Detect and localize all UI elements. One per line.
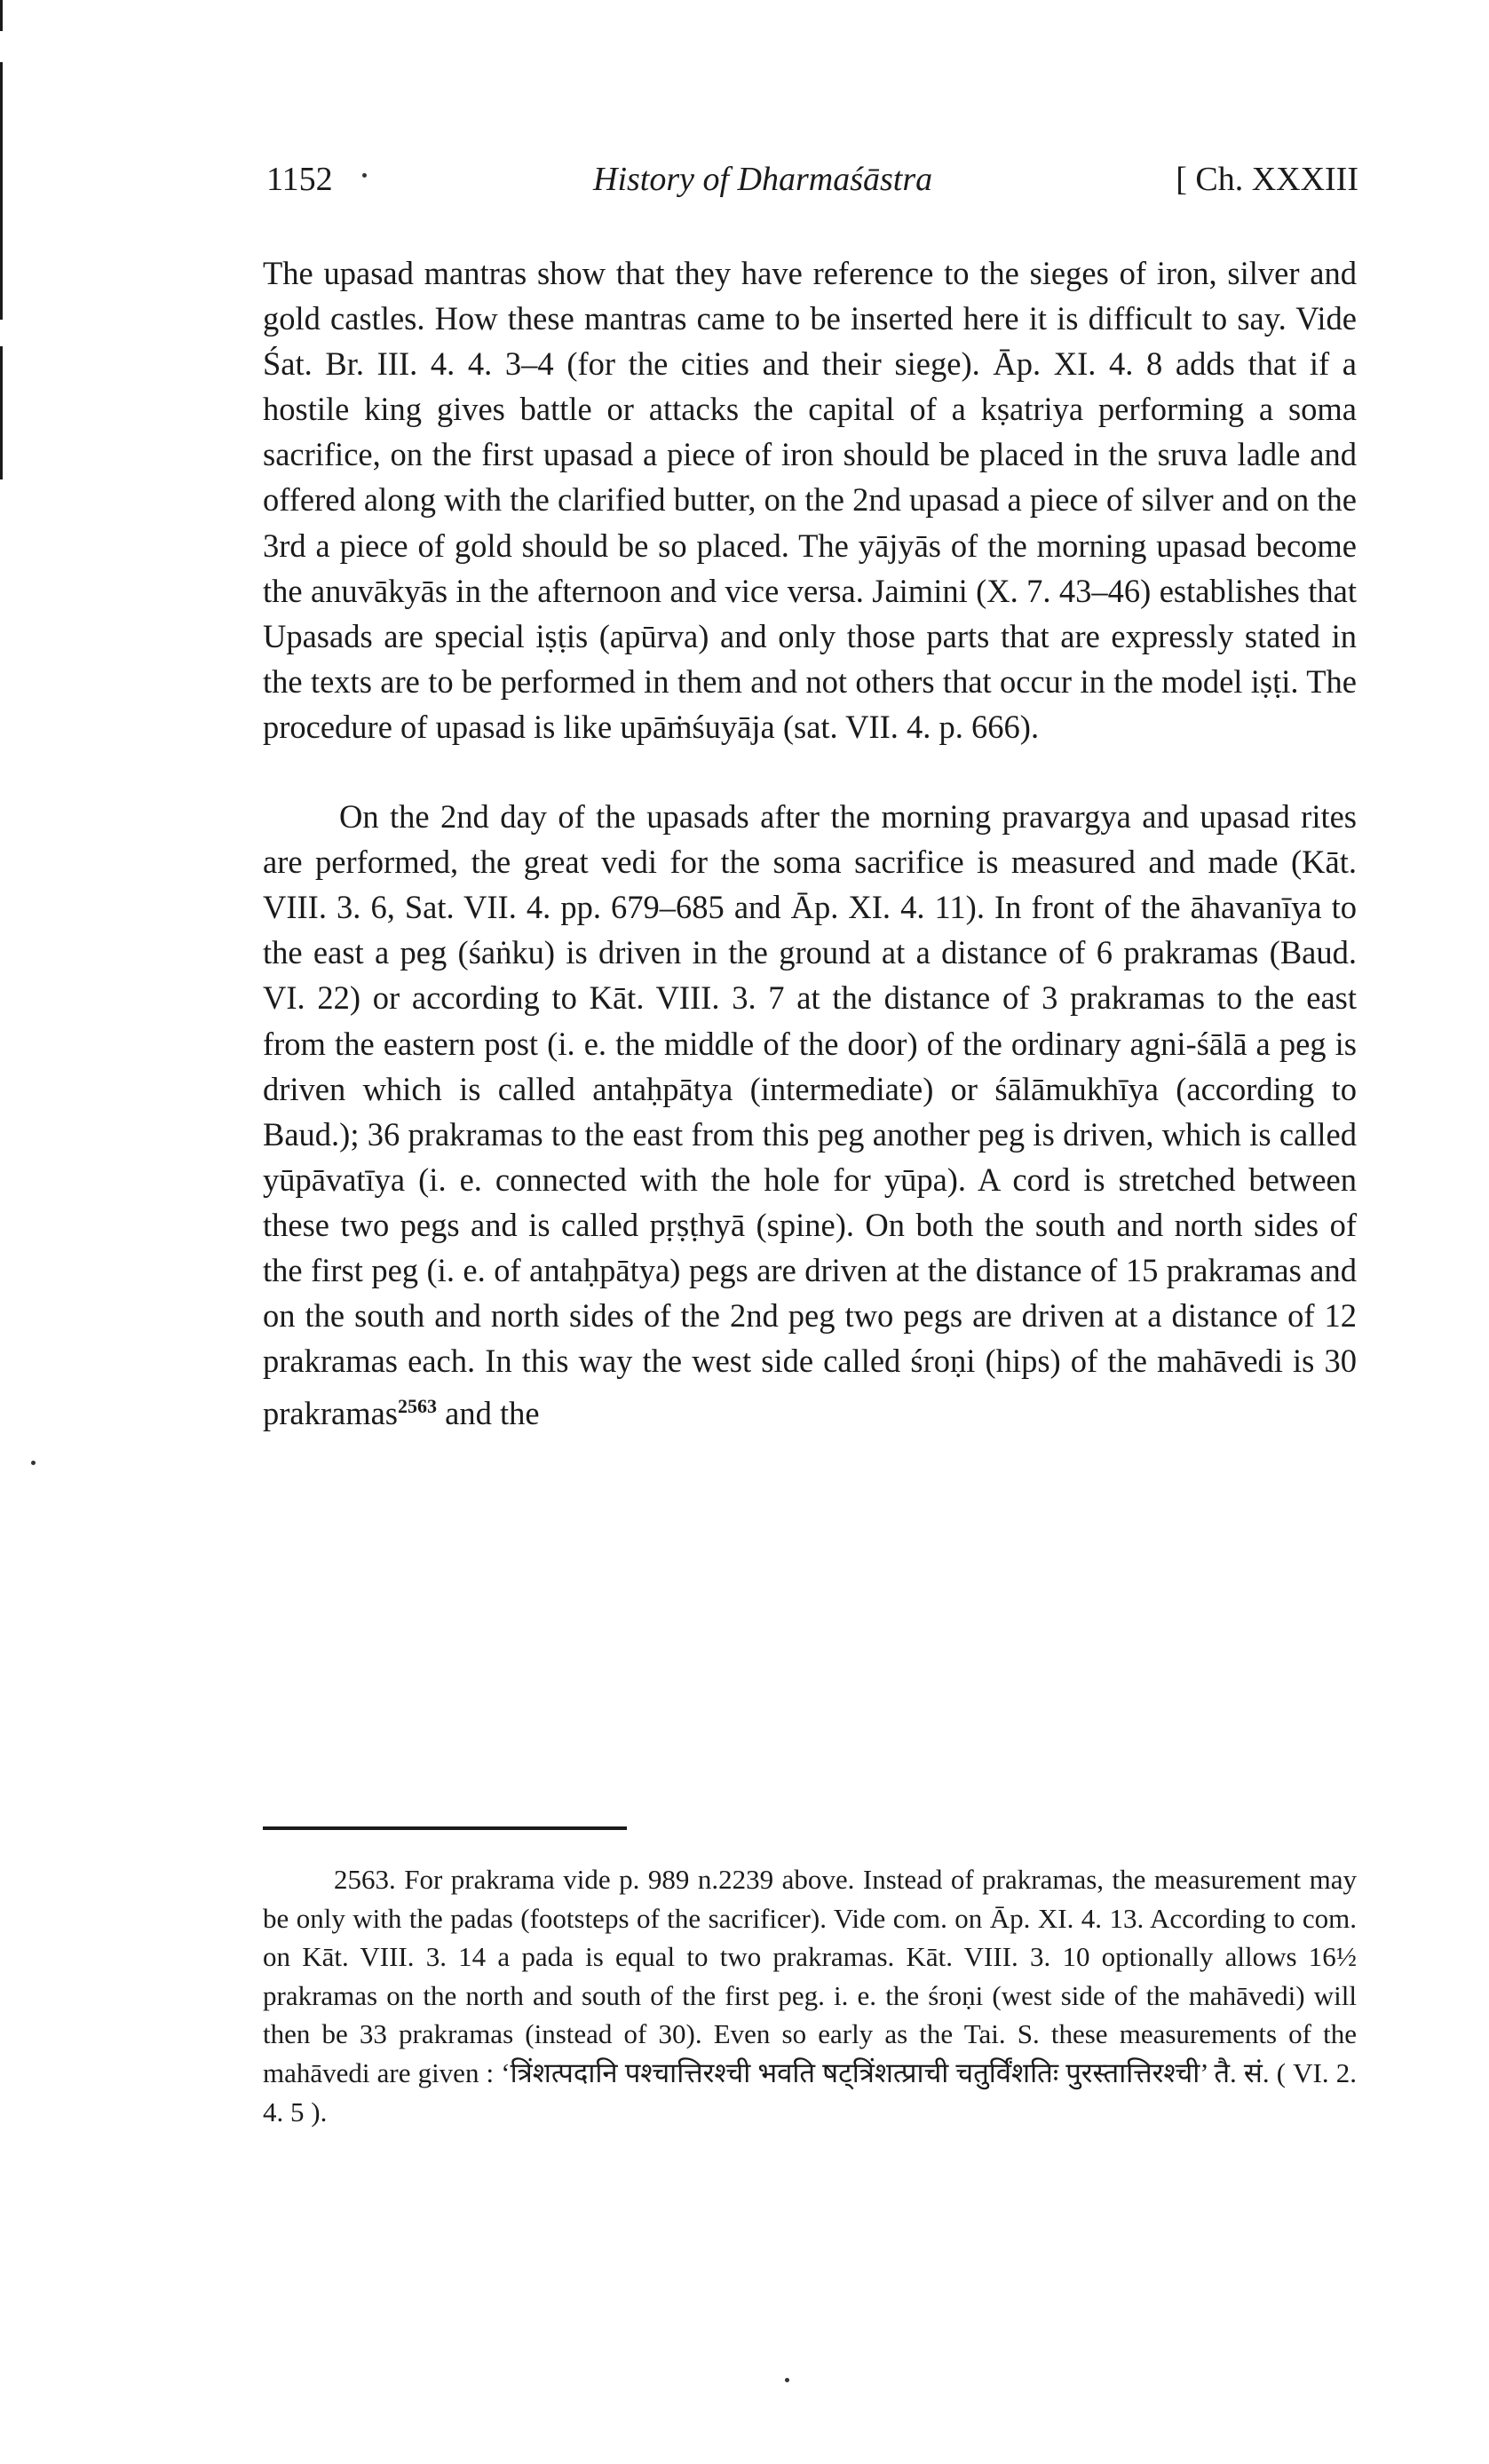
scan-edge-line-low xyxy=(0,346,3,479)
paragraph-upasad-mantras: The upasad mantras show that they have reference to the sieges of iron, silver and gold castles. How these mantras came to be inserted here it is difficult to say. Vide Śat. Br. III. 4. 4. 3–4 (for the cities and their siege). Āp. XI. 4. 8 adds that if a hostile king gives battle or attacks the capital of a kṣatriya performing a soma sacrifice, on the first upasad a piece of iron should be placed in the sruva ladle and offered along with the clarified butter, on the 2nd upasad a piece of silver and on the 3rd a piece of gold should be so placed. The yājyās of the morning upasad become the anuvākyās in the afternoon and vice versa. Jaimini (X. 7. 43–46) establishes that Upasads are special iṣṭis (apūrva) and only those parts that are expressly stated in the texts are to be performed in them and not others that occur in the model iṣṭi. The procedure of upasad is like upāṁśuyāja (sat. VII. 4. p. 666). xyxy=(263,255,1357,745)
main-text xyxy=(263,250,1357,1437)
paragraph-mahavedi xyxy=(263,794,1357,1436)
scan-edge-line-mid xyxy=(0,62,3,320)
paragraph-mahavedi-text: On the 2nd day of the upasads after the morning pravargya and upasad rites are performed, the great vedi for the soma sacrifice is measured and made (Kāt. VIII. 3. 6, Sat. VII. 4. pp. 679–685 and Āp. XI. 4. 11). In front of the āhavanīya to the east a peg (śaṅku) is driven in the ground at a distance of 6 prakramas (Baud. VI. 22) or according to Kāt. VIII. 3. 7 at the distance of 3 prakramas to the east from the eastern post (i. e. the middle of the door) of the ordinary agni-śālā a peg is driven which is called antaḥpātya (intermediate) or śālāmukhīya (according to Baud.); 36 prakramas to the east from this peg another peg is driven, which is called yūpāvatīya (i. e. connected with the hole for yūpa). A cord is stretched between these two pegs and is called pṛṣṭhyā (spine). On both the south and north sides of the first peg (i. e. of antaḥpātya) pegs are driven at the distance of 15 prakramas and on the south and north sides of the 2nd peg two pegs are driven at a distance of 12 prakramas each. In this way the west side called śroṇi (hips) of the mahāvedi is 30 prakramas xyxy=(263,798,1357,1432)
scan-edge-line-top xyxy=(0,0,3,31)
footnote-2563: 2563. For prakrama vide p. 989 n.2239 above. Instead of prakramas, the measurement may be only with the padas (footsteps of the sacrificer). Vide com. on Āp. XI. 4. 13. According to com. on Kāt. VIII. 3. 14 a pada is equal to two prakramas. Kāt. VIII. 3. 10 optionally allows 16½ prakramas on the north and south of the first peg. i. e. the śroṇi (west side of the mahāvedi) will then be 33 prakramas (instead of 30). Even so early as the Tai. S. these measurements of the mahāvedi are given : ‘त्रिंशत्पदानि पश्चात्तिरश्ची भवति षट्त्रिंशत्प्राची चतुर्विंशतिः पुरस्तात्तिरश्ची’ तै. सं. ( VI. 2. 4. 5 ). xyxy=(263,1864,1357,2127)
paragraph-mahavedi-tail: and the xyxy=(445,1395,540,1432)
footnote-rule xyxy=(263,1826,627,1830)
running-title: History of Dharmaśāstra xyxy=(593,161,933,198)
chapter-label: [ Ch. XXXIII xyxy=(1176,161,1358,198)
scan-speck xyxy=(785,2378,789,2382)
scan-speck xyxy=(31,1461,36,1465)
footnote-reference: 2563 xyxy=(398,1395,438,1418)
page-number: 1152 xyxy=(266,161,333,198)
page-header xyxy=(266,160,1358,213)
scan-speck xyxy=(362,173,367,178)
